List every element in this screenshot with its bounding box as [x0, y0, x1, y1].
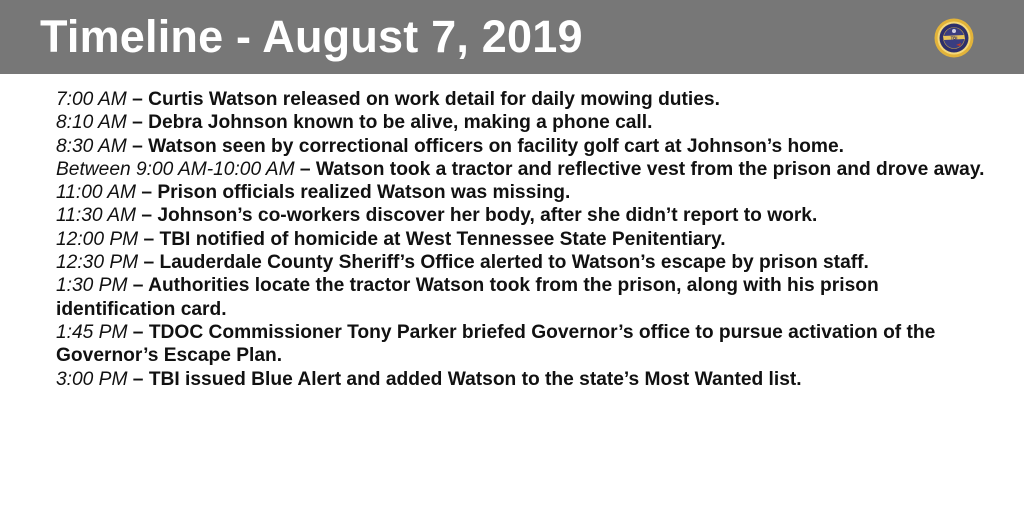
timeline-entry: 3:00 PM – TBI issued Blue Alert and added Watson to the state’s Most Wanted list.	[56, 368, 802, 390]
timeline-entry: Between 9:00 AM-10:00 AM – Watson took a tractor and reflective vest from the prison and drove away.	[56, 158, 985, 180]
timeline-entry: 1:45 PM – TDOC Commissioner Tony Parker briefed Governor’s office to pursue activation of the Governor’s Escape Plan.	[56, 321, 936, 367]
entry-time: 12:00 PM	[56, 228, 139, 250]
entry-time: 12:30 PM	[56, 252, 139, 274]
entry-description: TBI notified of homicide at West Tennessee State Penitentiary.	[159, 228, 726, 250]
tbi-seal-icon	[934, 18, 974, 58]
timeline-list	[56, 88, 986, 391]
entry-time: 7:00 AM	[56, 89, 127, 110]
timeline-entry: 8:10 AM – Debra Johnson known to be alive, making a phone call.	[56, 112, 653, 134]
entry-time: 11:00 AM	[56, 182, 136, 204]
timeline-entry: 7:00 AM – Curtis Watson released on work detail for daily mowing duties.	[56, 89, 720, 110]
entry-description: Curtis Watson released on work detail for daily mowing duties.	[148, 89, 720, 110]
timeline-entry: 11:00 AM – Prison officials realized Watson was missing.	[56, 182, 571, 204]
entry-time: 1:30 PM	[56, 275, 128, 297]
entry-time: 8:10 AM	[56, 112, 127, 134]
entry-description: Watson seen by correctional officers on facility golf cart at Johnson’s home.	[148, 135, 844, 157]
entry-description: TBI issued Blue Alert and added Watson to the state’s Most Wanted list.	[148, 368, 802, 390]
entry-description: Lauderdale County Sheriff’s Office alerted to Watson’s escape by prison staff.	[159, 252, 869, 274]
timeline-entry: 1:30 PM – Authorities locate the tractor Watson took from the prison, along with his prison identification card.	[56, 275, 879, 320]
entry-description: Authorities locate the tractor Watson took from the prison, along with his prison identification card.	[56, 275, 879, 320]
entry-description: TDOC Commissioner Tony Parker briefed Governor’s office to pursue activation of the Governor’s Escape Plan.	[56, 321, 936, 367]
header-banner	[0, 0, 1024, 74]
page-title: Timeline - August 7, 2019	[40, 11, 583, 62]
entry-description: Debra Johnson known to be alive, making a phone call.	[148, 112, 653, 134]
entry-time: 11:30 AM	[56, 205, 136, 227]
timeline-entry: 8:30 AM – Watson seen by correctional officers on facility golf cart at Johnson’s home.	[56, 135, 844, 157]
entry-description: Prison officials realized Watson was missing.	[157, 182, 571, 204]
entry-time: 8:30 AM	[56, 135, 127, 157]
entry-time: 1:45 PM	[56, 321, 128, 343]
entry-description: Watson took a tractor and reflective vest from the prison and drove away.	[315, 158, 985, 180]
timeline-entry: 11:30 AM – Johnson’s co-workers discover her body, after she didn’t report to work.	[56, 205, 818, 227]
entry-description: Johnson’s co-workers discover her body, after she didn’t report to work.	[157, 205, 818, 227]
timeline-entry: 12:00 PM – TBI notified of homicide at West Tennessee State Penitentiary.	[56, 228, 726, 250]
timeline-entry: 12:30 PM – Lauderdale County Sheriff’s Office alerted to Watson’s escape by prison staff.	[56, 252, 869, 274]
entry-time: 3:00 PM	[56, 368, 128, 390]
svg-text:TBI: TBI	[950, 35, 958, 41]
entry-time: Between 9:00 AM-10:00 AM	[56, 158, 295, 180]
